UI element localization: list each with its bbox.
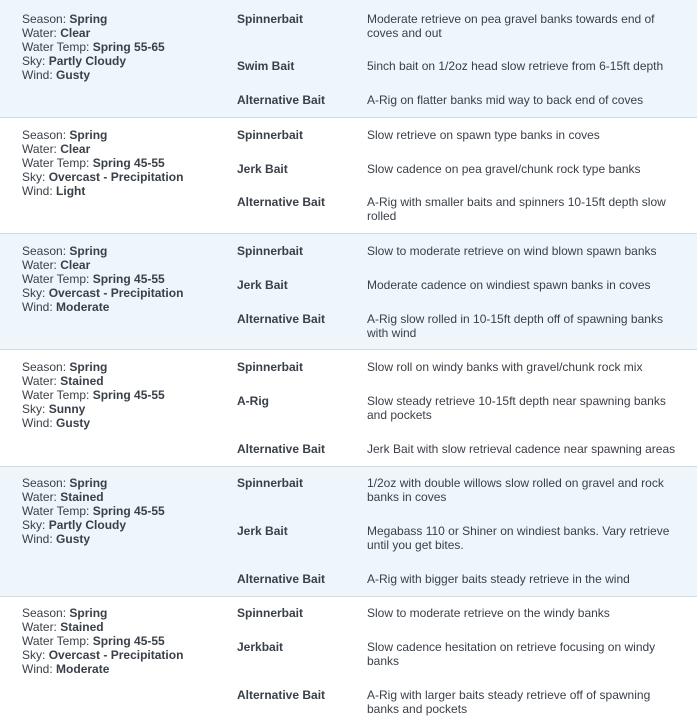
conditions-block: [22, 606, 183, 676]
lure-name: Jerk Bait: [237, 278, 288, 292]
lure-name: Spinnerbait: [237, 476, 304, 490]
condition-sky: Sky: Partly Cloudy: [22, 54, 127, 68]
lure-name: Alternative Bait: [237, 442, 326, 456]
lure-description: A-Rig with smaller baits and spinners 10-15ft depth slow rolled: [367, 195, 666, 223]
condition-water: Water: Stained: [22, 620, 104, 634]
lure-description: Slow to moderate retrieve on the windy banks: [367, 606, 610, 620]
table-row: [0, 597, 697, 725]
lure-name: Alternative Bait: [237, 688, 326, 702]
condition-water-temp: Water Temp: Spring 45-55: [22, 504, 165, 518]
conditions-block: [22, 128, 183, 198]
lure-name: Swim Bait: [237, 59, 295, 73]
lure-name: Alternative Bait: [237, 312, 326, 326]
lure-description: Slow roll on windy banks with gravel/chunk rock mix: [367, 360, 643, 374]
condition-season: Season: Spring: [22, 244, 108, 258]
lure-description: 1/2oz with double willows slow rolled on gravel and rock banks in coves: [367, 476, 664, 504]
condition-season: Season: Spring: [22, 360, 108, 374]
condition-water: Water: Stained: [22, 490, 104, 504]
condition-season: Season: Spring: [22, 606, 108, 620]
lure-description: Slow retrieve on spawn type banks in coves: [367, 128, 600, 142]
lure-name: Alternative Bait: [237, 572, 326, 586]
conditions-block: [22, 360, 165, 430]
lure-description: A-Rig slow rolled in 10-15ft depth off of spawning banks with wind: [367, 312, 663, 340]
lure-name: Spinnerbait: [237, 128, 304, 142]
lure-name: Jerkbait: [237, 640, 284, 654]
lure-name: Alternative Bait: [237, 195, 326, 209]
lure-name: Alternative Bait: [237, 93, 326, 107]
lure-description: Jerk Bait with slow retrieval cadence near spawning areas: [367, 442, 676, 456]
conditions-block: [22, 476, 165, 546]
lure-description: 5inch bait on 1/2oz head slow retrieve from 6-15ft depth: [367, 59, 664, 73]
condition-wind: Wind: Gusty: [22, 68, 91, 82]
condition-sky: Sky: Overcast - Precipitation: [22, 648, 184, 662]
lure-description: Moderate retrieve on pea gravel banks towards end of coves and out: [367, 12, 655, 40]
table-row: [0, 0, 697, 118]
condition-sky: Sky: Partly Cloudy: [22, 518, 127, 532]
lure-description: Slow cadence on pea gravel/chunk rock type banks: [367, 162, 641, 176]
condition-water: Water: Stained: [22, 374, 104, 388]
table-row: [0, 467, 697, 597]
table-row: [0, 350, 697, 467]
condition-sky: Sky: Sunny: [22, 402, 86, 416]
condition-water: Water: Clear: [22, 26, 91, 40]
lure-description: A-Rig on flatter banks mid way to back end of coves: [367, 93, 644, 107]
condition-water-temp: Water Temp: Spring 45-55: [22, 272, 165, 286]
condition-water: Water: Clear: [22, 258, 91, 272]
condition-wind: Wind: Gusty: [22, 416, 91, 430]
lure-name: Jerk Bait: [237, 162, 288, 176]
condition-water-temp: Water Temp: Spring 45-55: [22, 156, 165, 170]
condition-wind: Wind: Moderate: [22, 662, 110, 676]
lure-description: Slow to moderate retrieve on wind blown spawn banks: [367, 244, 657, 258]
lure-name: Jerk Bait: [237, 524, 288, 538]
conditions-block: [22, 244, 183, 314]
condition-wind: Wind: Light: [22, 184, 86, 198]
condition-season: Season: Spring: [22, 476, 108, 490]
table-row: [0, 118, 697, 234]
condition-sky: Sky: Overcast - Precipitation: [22, 286, 184, 300]
condition-sky: Sky: Overcast - Precipitation: [22, 170, 184, 184]
conditions-block: [22, 12, 165, 82]
condition-wind: Wind: Gusty: [22, 532, 91, 546]
lure-description: Slow steady retrieve 10-15ft depth near spawning banks and pockets: [367, 394, 666, 422]
lure-description: Moderate cadence on windiest spawn banks in coves: [367, 278, 651, 292]
table-row: [0, 234, 697, 350]
condition-season: Season: Spring: [22, 128, 108, 142]
condition-water-temp: Water Temp: Spring 45-55: [22, 388, 165, 402]
lure-name: Spinnerbait: [237, 360, 304, 374]
condition-water-temp: Water Temp: Spring 45-55: [22, 634, 165, 648]
condition-water: Water: Clear: [22, 142, 91, 156]
lure-name: Spinnerbait: [237, 606, 304, 620]
lure-description: A-Rig with bigger baits steady retrieve in the wind: [367, 572, 630, 586]
condition-wind: Wind: Moderate: [22, 300, 110, 314]
lure-name: Spinnerbait: [237, 12, 304, 26]
condition-season: Season: Spring: [22, 12, 108, 26]
condition-water-temp: Water Temp: Spring 55-65: [22, 40, 165, 54]
lure-name: Spinnerbait: [237, 244, 304, 258]
lure-name: A-Rig: [237, 394, 269, 408]
lure-description: Slow cadence hesitation on retrieve focusing on windy banks: [367, 640, 656, 668]
lure-description: Megabass 110 or Shiner on windiest banks. Vary retrieve until you get bites.: [367, 524, 670, 552]
lure-description: A-Rig with larger baits steady retrieve off of spawning banks and pockets: [367, 688, 651, 716]
